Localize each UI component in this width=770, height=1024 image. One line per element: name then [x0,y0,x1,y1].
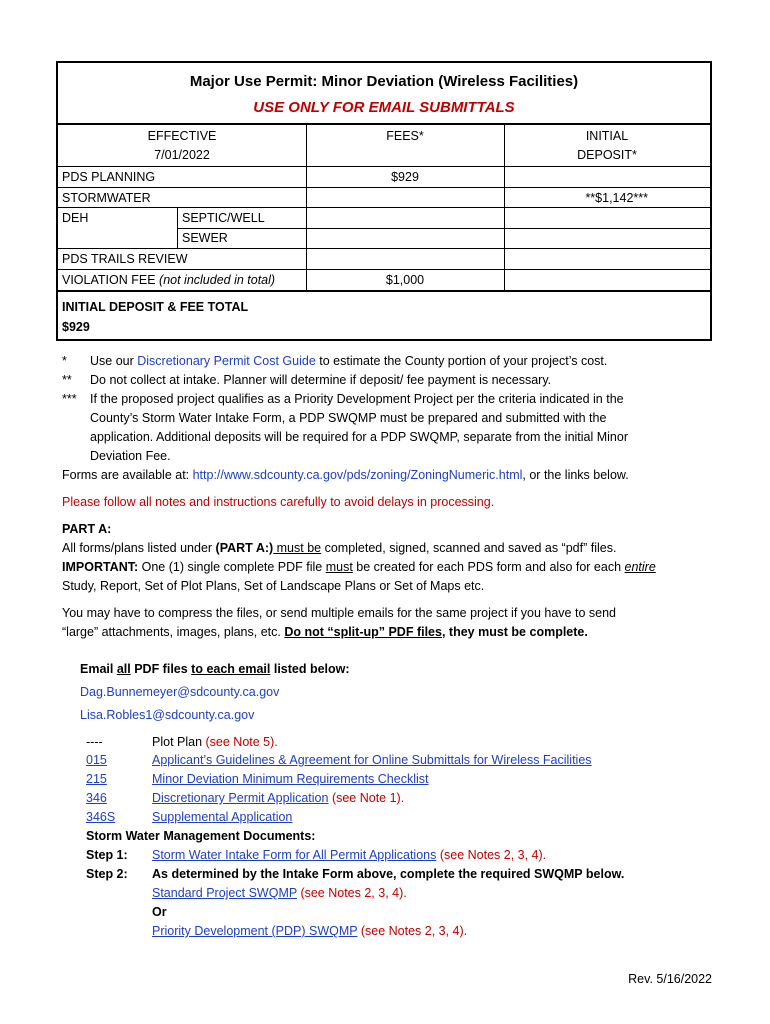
intake-form-link[interactable]: Storm Water Intake Form for All Permit Applications [152,848,437,862]
cost-guide-link[interactable]: Discretionary Permit Cost Guide [137,354,316,368]
email-address-2[interactable]: Lisa.Robles1@sdcounty.ca.gov [80,708,255,722]
p1a: All forms/plans listed under [62,541,216,555]
row-pds-planning-label: PDS PLANNING [62,170,156,184]
eh-e: listed below: [270,662,350,676]
step-2-text: As determined by the Intake Form above, complete the required SWQMP below. [152,867,625,881]
standard-swqmp [152,886,407,901]
forms-url-link[interactable]: http://www.sdcounty.ca.gov/pds/zoning/ZoningNumeric.html [192,468,523,482]
total-value: $929 [62,320,90,334]
email-address-1[interactable]: Dag.Bunnemeyer@sdcounty.ca.gov [80,685,280,699]
note-1-mark: * [62,354,67,368]
form-346 [152,791,404,806]
row-stormwater-label: STORMWATER [62,191,151,205]
form-code-015[interactable]: 015 [86,753,107,767]
row-violation-label [62,273,275,287]
standard-swqmp-link[interactable]: Standard Project SWQMP [152,886,297,900]
form-title: Major Use Permit: Minor Deviation (Wireless Facilities) [189,73,579,90]
step-1-note: (see Notes 2, 3, 4). [436,848,547,862]
part-a-para3-line2 [62,625,588,640]
form-code-plot: ---- [86,735,103,749]
revision-date: Rev. 5/16/2022 [628,972,712,986]
form-plot-plan [152,735,278,750]
pdp-swqmp-note: (see Notes 2, 3, 4). [357,924,468,938]
p3b: Do not “split-up” PDF files [284,625,442,639]
part-a-para2 [62,560,656,575]
row-deh-label: DEH [62,211,89,225]
row-stormwater-deposit: **$1,142*** [585,191,648,205]
form-code-346s[interactable]: 346S [86,810,116,824]
form-code-215[interactable]: 215 [86,772,107,786]
p1b: (PART A:) [215,541,274,555]
form-015-link[interactable]: Applicant’s Guidelines & Agreement for Online Submittals for Wireless Facilities [152,753,592,767]
part-a-para3-line1: You may have to compress the files, or send multiple emails for the same project if you have to send [62,606,616,620]
form-code-346[interactable]: 346 [86,791,107,805]
part-a-para2-line2: Study, Report, Set of Plot Plans, Set of Landscape Plans or Set of Maps etc. [62,579,485,593]
standard-swqmp-note: (see Notes 2, 3, 4). [296,886,407,900]
forms-available [62,468,629,483]
row-pds-planning-fee: $929 [391,170,419,184]
p1d: completed, signed, scanned and saved as “pdf” files. [321,541,617,555]
eh-c: PDF files [130,662,192,676]
note-3-line2: County’s Storm Water Intake Form, a PDP SWQMP must be prepared and submitted with the [90,411,607,425]
p3c: , they must be complete. [441,625,588,639]
note-2: Do not collect at intake. Planner will determine if deposit/ fee payment is necessary. [90,373,552,387]
part-a-heading: PART A: [62,522,112,536]
pdp-swqmp [152,924,467,939]
note-2-mark: ** [62,373,72,387]
row-violation-fee: $1,000 [385,273,425,287]
row-deh-septic: SEPTIC/WELL [182,211,265,225]
violation-label-text: VIOLATION FEE [62,273,156,287]
effective-date: 7/01/2022 [154,148,210,162]
form-215-link[interactable]: Minor Deviation Minimum Requirements Checklist [152,772,429,786]
note-3-mark: *** [62,392,77,406]
row-deh-sewer: SEWER [182,231,228,245]
pdp-swqmp-link[interactable]: Priority Development (PDP) SWQMP [152,924,358,938]
eh-a: Email [80,662,117,676]
note-3-line1: If the proposed project qualifies as a Priority Development Project per the criteria indicated in the [90,392,624,406]
plot-plan-note: (see Note 5). [202,735,278,749]
note-1 [90,354,607,369]
step-1-label: Step 1: [86,848,128,862]
p2e: entire [624,560,656,574]
deposit-header-line2: DEPOSIT* [577,148,637,162]
form-346s-link[interactable]: Supplemental Application [152,810,293,824]
note-1-post: to estimate the County portion of your project’s cost. [315,354,608,368]
eh-d: to each email [191,662,271,676]
note-3-line4: Deviation Fee. [90,449,171,463]
fee-table [56,61,712,341]
note-3-line3: application. Additional deposits will be required for a PDP SWQMP, separate from the initial Minor [90,430,629,444]
deposit-header-line1: INITIAL [585,129,629,143]
email-only-subtitle: USE ONLY FOR EMAIL SUBMITTALS [253,99,515,116]
form-346-link[interactable]: Discretionary Permit Application [152,791,329,805]
p2c: must [325,560,353,574]
step-1 [152,848,546,863]
or-label: Or [152,905,167,919]
p3a: “large” attachments, images, plans, etc. [62,625,285,639]
row-trails-label: PDS TRAILS REVIEW [62,252,188,266]
p2d: be created for each PDS form and also for each [352,560,625,574]
effective-label: EFFECTIVE [147,129,217,143]
plot-plan-title: Plot Plan [152,735,203,749]
fees-header: FEES* [386,129,424,143]
total-label: INITIAL DEPOSIT & FEE TOTAL [62,300,249,314]
part-a-para1 [62,541,616,556]
storm-heading: Storm Water Management Documents: [86,829,316,843]
eh-b: all [116,662,131,676]
note-1-pre: Use our [90,354,138,368]
email-heading [80,662,350,677]
violation-note: (not included in total) [159,273,276,287]
p1c: must be [273,541,322,555]
p2b: One (1) single complete PDF file [138,560,326,574]
forms-pre: Forms are available at: [62,468,193,482]
step-2-label: Step 2: [86,867,128,881]
p2a: IMPORTANT: [62,560,139,574]
forms-post: , or the links below. [522,468,629,482]
follow-notes-warning: Please follow all notes and instructions carefully to avoid delays in processing. [62,495,495,509]
form-346-note: (see Note 1). [328,791,405,805]
